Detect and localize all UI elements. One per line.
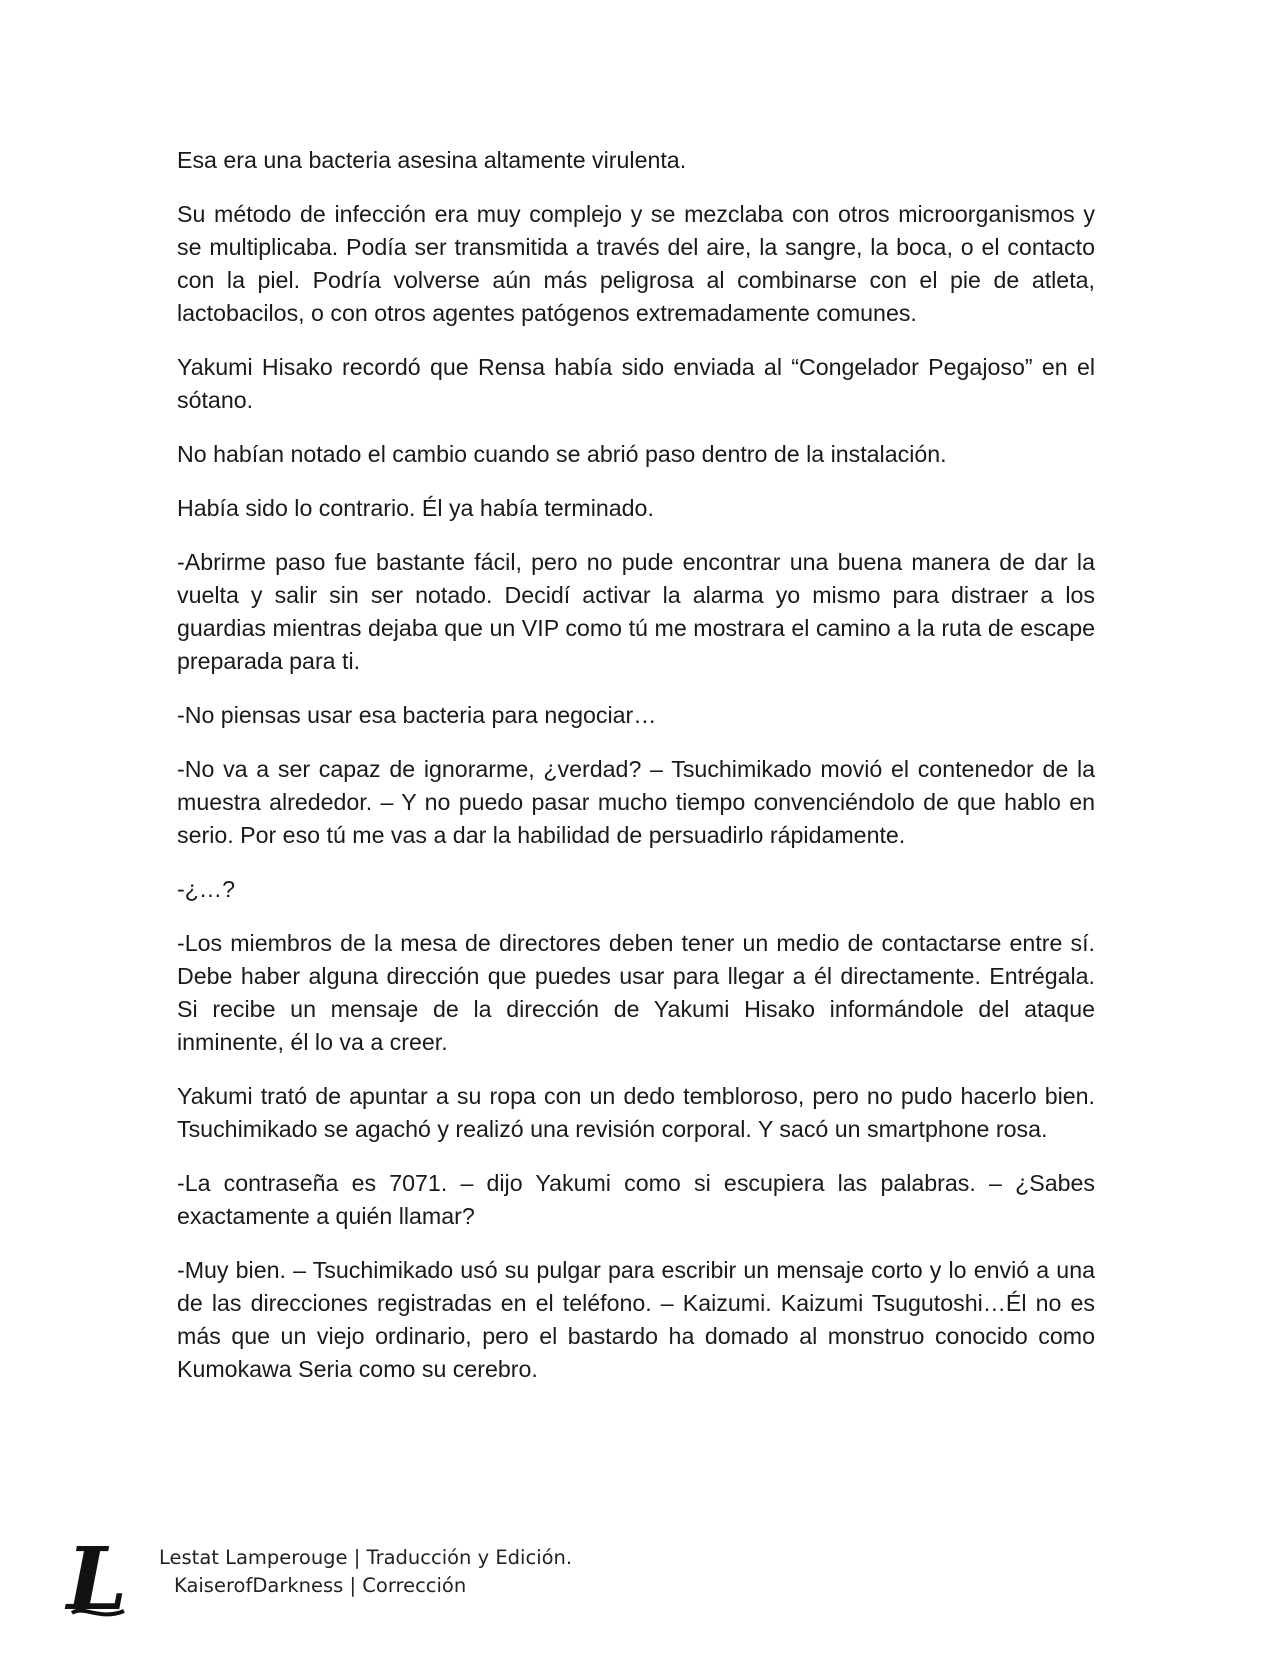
logo-letter: L <box>66 1535 128 1625</box>
paragraph: Su método de infección era muy complejo y se mezclaba con otros microorganismos y se multiplicaba. Podía ser transmitida a través del aire, la sangre, la boca, o el contacto con la piel. Podría volverse aún más peligrosa al combinarse con el pie de atleta, lactobacilos, o con otros agentes patógenos extremadamente comunes. <box>177 201 1095 326</box>
paragraph: -Muy bien. – Tsuchimikado usó su pulgar para escribir un mensaje corto y lo envió a una de las direcciones registradas en el teléfono. – Kaizumi. Kaizumi Tsugutoshi…Él no es más que un viejo ordinario, pero el bastardo ha domado al monstruo conocido como Kumokawa Seria como su cerebro. <box>177 1257 1095 1382</box>
paragraph: Esa era una bacteria asesina altamente virulenta. <box>177 147 687 173</box>
paragraph: No habían notado el cambio cuando se abrió paso dentro de la instalación. <box>177 441 947 467</box>
gothic-l-logo-icon <box>64 1535 130 1625</box>
credit-correction: KaiserofDarkness | Corrección <box>174 1574 467 1597</box>
paragraph: -No piensas usar esa bacteria para negociar… <box>177 702 657 728</box>
page-footer <box>64 1535 664 1625</box>
document-body <box>177 144 1095 1407</box>
paragraph: Había sido lo contrario. Él ya había terminado. <box>177 495 654 521</box>
paragraph: -¿…? <box>177 876 235 902</box>
paragraph: -Los miembros de la mesa de directores deben tener un medio de contactarse entre sí. Debe haber alguna dirección que puedes usar para llegar a él directamente. Entrégala. Si recibe un mensaje de la dirección de Yakumi Hisako informándole del ataque inminente, él lo va a creer. <box>177 930 1095 1055</box>
paragraph: -Abrirme paso fue bastante fácil, pero no pude encontrar una buena manera de dar la vuelta y salir sin ser notado. Decidí activar la alarma yo mismo para distraer a los guardias mientras dejaba que un VIP como tú me mostrara el camino a la ruta de escape preparada para ti. <box>177 549 1095 674</box>
paragraph: Yakumi trató de apuntar a su ropa con un dedo tembloroso, pero no pudo hacerlo bien. Tsuchimikado se agachó y realizó una revisión corporal. Y sacó un smartphone rosa. <box>177 1083 1095 1142</box>
paragraph: Yakumi Hisako recordó que Rensa había sido enviada al “Congelador Pegajoso” en el sótano. <box>177 354 1095 413</box>
paragraph: -No va a ser capaz de ignorarme, ¿verdad? – Tsuchimikado movió el contenedor de la muestra alrededor. – Y no puedo pasar mucho tiempo convenciéndolo de que hablo en serio. Por eso tú me vas a dar la habilidad de persuadirlo rápidamente. <box>177 756 1095 848</box>
paragraph: -La contraseña es 7071. – dijo Yakumi como si escupiera las palabras. – ¿Sabes exactamente a quién llamar? <box>177 1170 1095 1229</box>
credit-translation: Lestat Lamperouge | Traducción y Edición. <box>159 1546 573 1569</box>
